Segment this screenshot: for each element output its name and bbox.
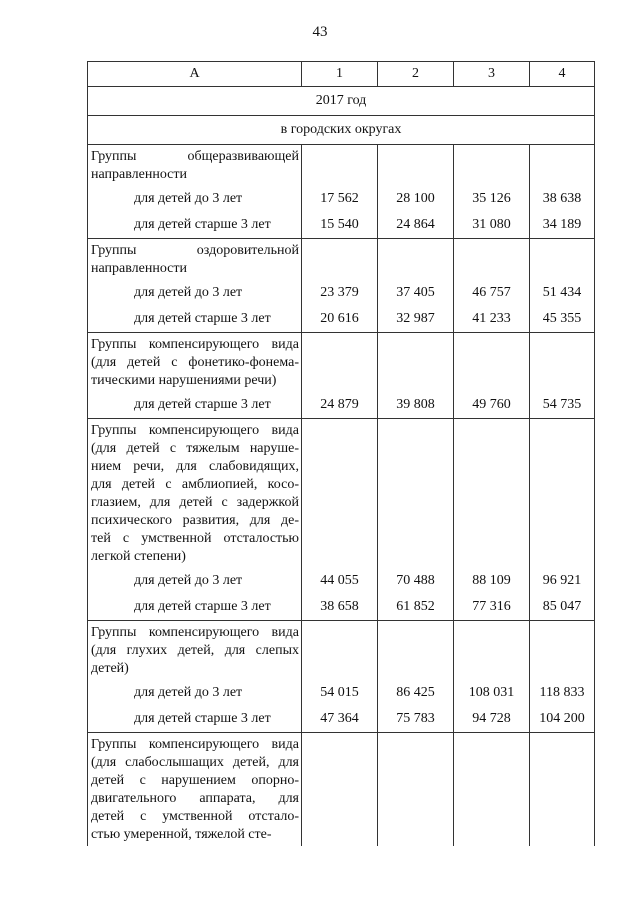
group-title-line: легкой степени) [91,549,186,564]
value-cell: 61 852 [378,594,454,621]
value-cell: 88 109 [454,568,530,594]
value-cell: 38 658 [302,594,378,621]
empty-cell [530,239,595,281]
row-label: для детей до 3 лет [88,186,302,212]
section-label: в городских округах [88,116,595,145]
group-header-row [88,621,595,681]
group-title-line: направленности [91,167,188,182]
empty-cell [530,333,595,393]
value-cell: 54 735 [530,392,595,419]
value-cell: 118 833 [530,680,595,706]
group-title-line: тическими нарушениями речи) [91,373,277,388]
group-title-line: (для глухих детей, для слепых [91,643,299,658]
table-row [88,392,595,419]
group-title [88,333,302,393]
group-title-line: Группы оздоровительной [91,243,299,258]
group-title-line: детей с умственной отстало- [91,809,299,824]
empty-cell [378,333,454,393]
empty-cell [530,733,595,847]
section-row [88,116,595,145]
group-title-line: Группы компенсирующего вида [91,737,299,752]
value-cell: 24 864 [378,212,454,239]
header-cell: 3 [454,62,530,87]
group-title-line: (для слабослышащих детей, для [91,755,299,770]
value-cell: 32 987 [378,306,454,333]
group-title [88,145,302,187]
empty-cell [302,419,378,569]
table-row [88,594,595,621]
value-cell: 20 616 [302,306,378,333]
year-label: 2017 год [88,87,595,116]
group-title-line: Группы компенсирующего вида [91,337,299,352]
group-header-row [88,333,595,393]
empty-cell [530,419,595,569]
value-cell: 15 540 [302,212,378,239]
value-cell: 70 488 [378,568,454,594]
table-row [88,568,595,594]
value-cell: 35 126 [454,186,530,212]
group-title-line: Группы компенсирующего вида [91,423,299,438]
group-title [88,733,302,847]
value-cell: 94 728 [454,706,530,733]
group-title-line: глазием, для детей с задержкой [91,495,299,510]
row-label: для детей старше 3 лет [88,306,302,333]
group-header-row [88,239,595,281]
value-cell: 23 379 [302,280,378,306]
table-row [88,680,595,706]
group-title-line: для детей с амблиопией, косо- [91,477,299,492]
empty-cell [530,145,595,187]
table-row [88,706,595,733]
empty-cell [530,621,595,681]
value-cell: 49 760 [454,392,530,419]
empty-cell [302,621,378,681]
value-cell: 31 080 [454,212,530,239]
empty-cell [302,333,378,393]
row-label: для детей старше 3 лет [88,594,302,621]
value-cell: 85 047 [530,594,595,621]
value-cell: 17 562 [302,186,378,212]
row-label: для детей до 3 лет [88,680,302,706]
group-title-line: (для детей с фонетико-фонема- [91,355,299,370]
group-title-line: детей) [91,661,129,676]
empty-cell [302,145,378,187]
header-cell: 2 [378,62,454,87]
header-cell: А [88,62,302,87]
value-cell: 54 015 [302,680,378,706]
value-cell: 24 879 [302,392,378,419]
value-cell: 75 783 [378,706,454,733]
row-label: для детей старше 3 лет [88,392,302,419]
empty-cell [454,733,530,847]
value-cell: 41 233 [454,306,530,333]
value-cell: 104 200 [530,706,595,733]
group-title-line: детей с нарушением опорно- [91,773,299,788]
empty-cell [378,419,454,569]
group-title-line: стью умеренной, тяжелой сте- [91,827,272,842]
value-cell: 39 808 [378,392,454,419]
page-number: 43 [312,24,328,40]
group-title-line: тей с умственной отсталостью [91,531,299,546]
row-label: для детей старше 3 лет [88,706,302,733]
value-cell: 34 189 [530,212,595,239]
group-title [88,621,302,681]
empty-cell [302,733,378,847]
row-label: для детей до 3 лет [88,280,302,306]
value-cell: 47 364 [302,706,378,733]
empty-cell [378,145,454,187]
header-cell: 4 [530,62,595,87]
group-title-line: нием речи, для слабовидящих, [91,459,299,474]
table-row [88,186,595,212]
group-title-line: психического развития, для де- [91,513,299,528]
group-title-line: направленности [91,261,188,276]
group-title-line: Группы компенсирующего вида [91,625,299,640]
group-header-row [88,733,595,847]
group-title-line: двигательного аппарата, для [91,791,299,806]
empty-cell [302,239,378,281]
empty-cell [378,239,454,281]
group-title-line: (для детей с тяжелым наруше- [91,441,299,456]
year-row [88,87,595,116]
empty-cell [454,239,530,281]
value-cell: 38 638 [530,186,595,212]
cost-table [87,61,595,846]
group-title [88,419,302,569]
table-row [88,306,595,333]
row-label: для детей до 3 лет [88,568,302,594]
value-cell: 46 757 [454,280,530,306]
header-row [88,62,595,87]
empty-cell [378,621,454,681]
row-label: для детей старше 3 лет [88,212,302,239]
empty-cell [454,621,530,681]
value-cell: 51 434 [530,280,595,306]
empty-cell [454,419,530,569]
group-title-line: Группы общеразвивающей [91,149,299,164]
empty-cell [454,145,530,187]
header-cell: 1 [302,62,378,87]
value-cell: 77 316 [454,594,530,621]
group-header-row [88,419,595,569]
value-cell: 44 055 [302,568,378,594]
value-cell: 28 100 [378,186,454,212]
table-row [88,280,595,306]
value-cell: 37 405 [378,280,454,306]
group-header-row [88,145,595,187]
table-row [88,212,595,239]
group-title [88,239,302,281]
value-cell: 108 031 [454,680,530,706]
empty-cell [378,733,454,847]
value-cell: 86 425 [378,680,454,706]
empty-cell [454,333,530,393]
value-cell: 45 355 [530,306,595,333]
value-cell: 96 921 [530,568,595,594]
